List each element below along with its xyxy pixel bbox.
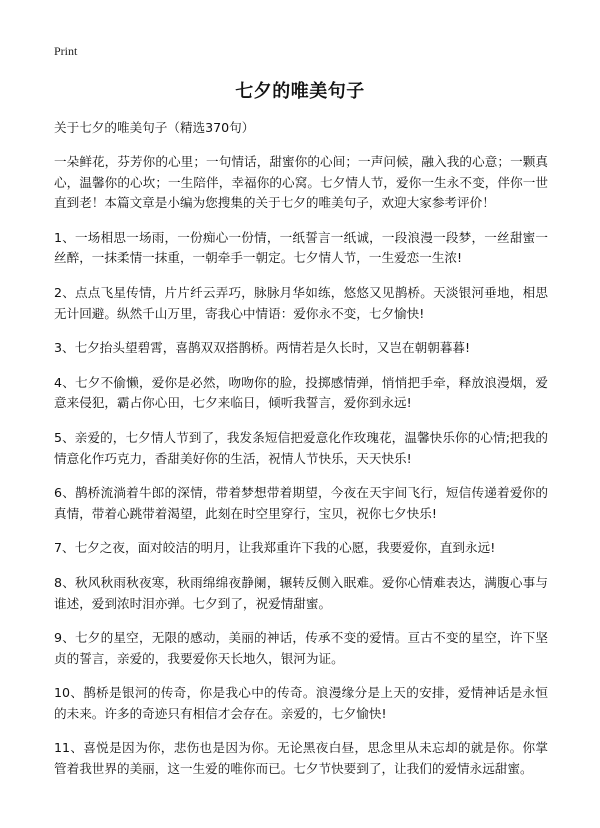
quote-item-10: 10、鹊桥是银河的传奇，你是我心中的传奇。浪漫缘分是上天的安排，爱情神话是永恒的未来。许多的奇迹只有相信才会存在。亲爱的，七夕愉快! (54, 685, 548, 721)
quote-item-3: 3、七夕抬头望碧霄，喜鹊双双搭鹊桥。两情若是久长时，又岂在朝朝暮暮! (54, 340, 471, 356)
article-body (54, 118, 548, 794)
quote-item-7: 7、七夕之夜，面对皎洁的明月，让我郑重许下我的心愿，我要爱你，直到永远! (54, 540, 496, 556)
quote-item-9: 9、七夕的星空，无限的感动，美丽的神话，传承不变的爱情。亘古不变的星空，许下坚贞的誓言，亲爱的，我要爱你天长地久，银河为证。 (54, 630, 548, 666)
quote-item-1: 1、一场相思一场雨，一份痴心一份情，一纸誓言一纸诚，一段浪漫一段梦，一丝甜蜜一丝醉，一抹柔情一抹重，一朝牵手一朝定。七夕情人节，一生爱恋一生浓! (54, 229, 548, 266)
quote-item-8: 8、秋风秋雨秋夜寒，秋雨绵绵夜静阑，辗转反侧入眠难。爱你心情难表达，满腹心事与谁述，爱到浓时泪亦弹。七夕到了，祝爱情甜蜜。 (54, 574, 548, 611)
quote-item-6: 6、鹊桥流淌着牛郎的深情，带着梦想带着期望，今夜在天宇间飞行，短信传递着爱你的真情，带着心跳带着渴望，此刻在时空里穿行，宝贝，祝你七夕快乐! (54, 485, 548, 521)
quote-item-4: 4、七夕不偷懒，爱你是必然，吻吻你的脸，投掷感情弹，悄悄把手牵，释放浪漫烟，爱意来侵犯，霸占你心田，七夕来临日，倾听我誓言，爱你到永远! (54, 374, 548, 411)
intro-paragraph: 一朵鲜花，芬芳你的心里；一句情话，甜蜜你的心间；一声问候，融入我的心意；一颗真心，温馨你的心坎；一生陪伴，幸福你的心窝。七夕情人节，爱你一生永不变，伴你一世直到老！本篇文章是小编为您搜集的关于七夕的唯美句子，欢迎大家参考评价！ (54, 154, 548, 211)
print-link[interactable]: Print (54, 44, 78, 58)
quote-item-5: 5、亲爱的，七夕情人节到了，我发条短信把爱意化作玫瑰花，温馨快乐你的心情;把我的情意化作巧克力，香甜美好你的生活，祝情人节快乐，天天快乐! (54, 429, 548, 466)
quote-item-2: 2、点点飞星传情，片片纤云弄巧，脉脉月华如练，悠悠又见鹊桥。天淡银河垂地，相思无计回避。纵然千山万里，寄我心中情语：爱你永不变，七夕愉快! (54, 284, 548, 321)
article-subtitle: 关于七夕的唯美句子（精选370句） (54, 120, 255, 135)
page-title: 七夕的唯美句子 (235, 81, 365, 102)
quote-item-11: 11、喜悦是因为你，悲伤也是因为你。无论黑夜白昼，思念里从未忘却的就是你。你掌管着我世界的美丽，这一生爱的唯你而已。七夕节快要到了，让我们的爱情永远甜蜜。 (54, 740, 548, 777)
